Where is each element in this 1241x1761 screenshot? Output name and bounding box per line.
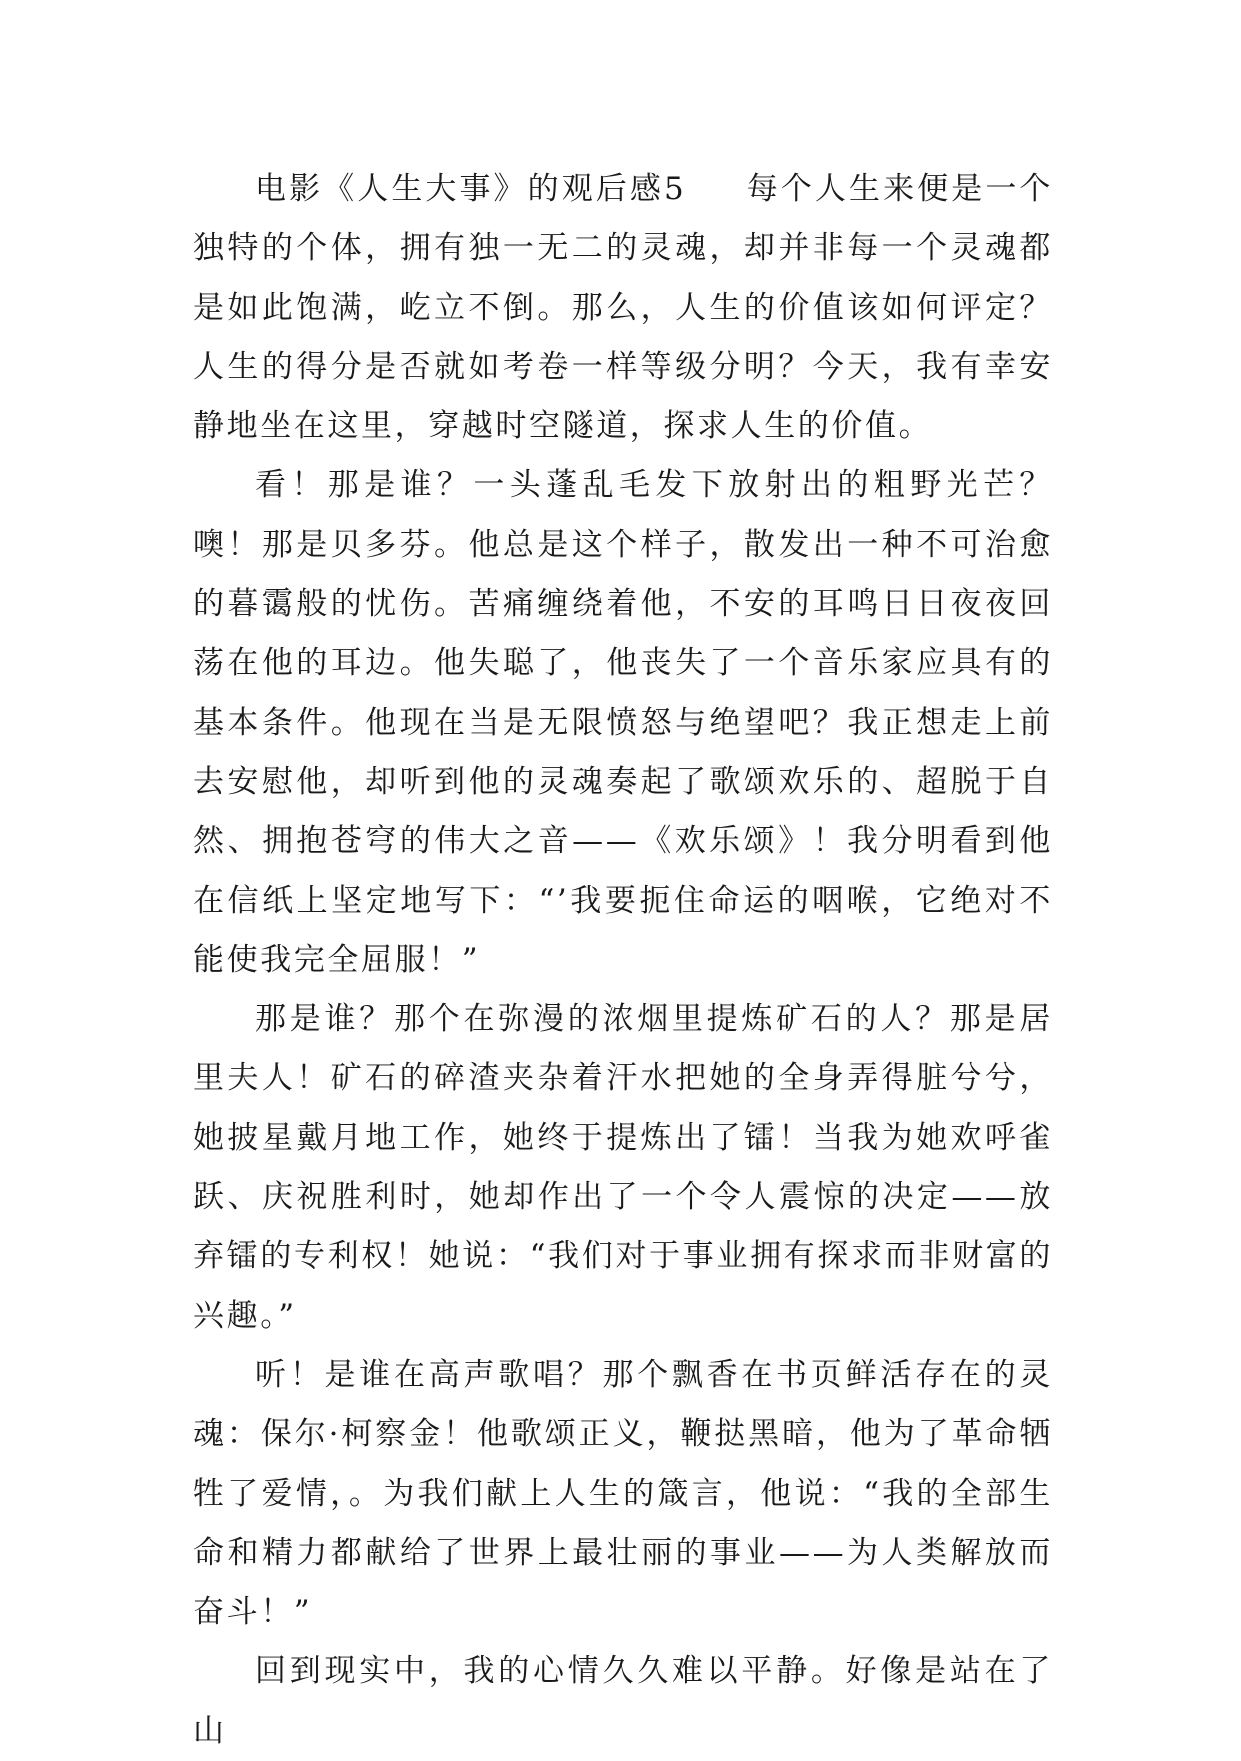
paragraph-curie: 那是谁？那个在弥漫的浓烟里提炼矿石的人？那是居里夫人！矿石的碎渣夹杂着汗水把她的全身弄得脏兮兮，她披星戴月地工作，她终于提炼出了镭！当我为她欢呼雀跃、庆祝胜利时，她却作出了一个令人震惊的决定——放弃镭的专利权！她说：“我们对于事业拥有探求而非财富的兴趣。”: [193, 1001, 1053, 1334]
paragraph-1-text: 每个人生来便是一个独特的个体，拥有独一无二的灵魂，却并非每一个灵魂都是如此饱满，屹立不倒。那么，人生的价值该如何评定？人生的得分是否就如考卷一样等级分明？今天，我有幸安静地坐在这里，穿越时空隧道，探求人生的价值。: [193, 171, 1053, 445]
document-title: 电影《人生大事》的观后感5: [255, 171, 687, 207]
paragraph-beethoven: 看！那是谁？一头蓬乱毛发下放射出的粗野光芒？噢！那是贝多芬。他总是这个样子，散发出一种不可治愈的暮霭般的忧伤。苦痛缠绕着他，不安的耳鸣日日夜夜回荡在他的耳边。他失聪了，他丧失了一个音乐家应具有的基本条件。他现在当是无限愤怒与绝望吧？我正想走上前去安慰他，却听到他的灵魂奏起了歌颂欢乐的、超脱于自然、拥抱苍穹的伟大之音——《欢乐颂》！我分明看到他在信纸上坚定地写下：“’我要扼住命运的咽喉，它绝对不能使我完全屈服！”: [193, 467, 1053, 978]
paragraph-reality: 回到现实中，我的心情久久难以平静。好像是站在了山: [193, 1653, 1053, 1749]
document-body: [193, 160, 1053, 1761]
paragraph-pavel: 听！是谁在高声歌唱？那个飘香在书页鲜活存在的灵魂：保尔·柯察金！他歌颂正义，鞭挞黑暗，他为了革命牺牲了爱情，。为我们献上人生的箴言，他说：“我的全部生命和精力都献给了世界上最壮丽的事业——为人类解放而奋斗！”: [193, 1356, 1053, 1631]
paragraph-intro: [193, 160, 1053, 456]
